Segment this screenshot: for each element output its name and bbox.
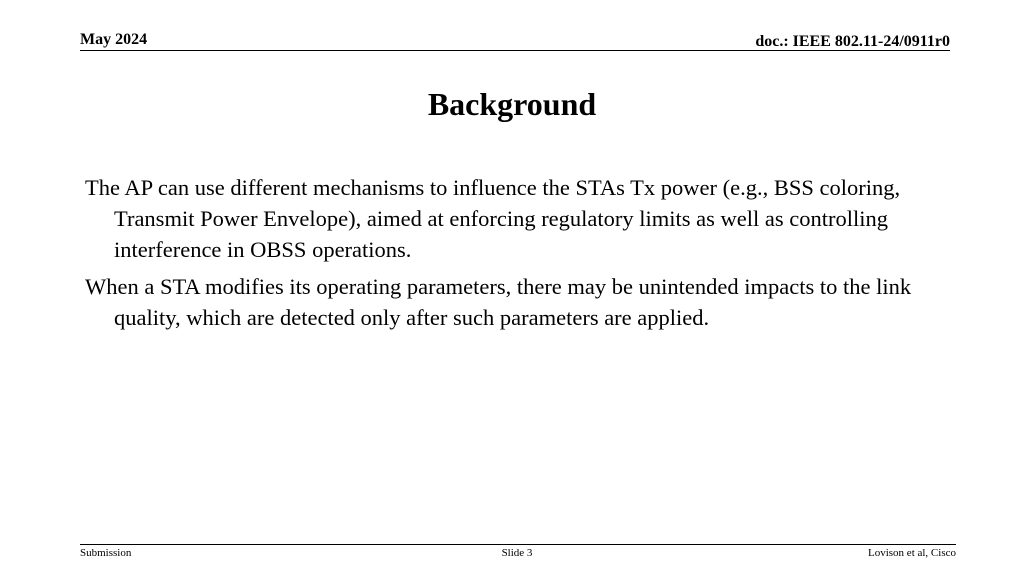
slide-body — [85, 172, 935, 339]
footer-slide-number: Slide 3 — [501, 547, 533, 559]
header-date: May 2024 — [80, 31, 148, 48]
footer-authors: Lovison et al, Cisco — [868, 547, 956, 559]
footer-submission: Submission — [80, 547, 132, 559]
header-divider — [80, 50, 950, 51]
body-paragraph: When a STA modifies its operating parameters, there may be unintended impacts to the link quality, which are detected only after such parameters are applied. — [85, 274, 912, 330]
slide-title: Background — [427, 86, 597, 122]
footer-divider — [80, 544, 956, 545]
body-paragraph: The AP can use different mechanisms to influence the STAs Tx power (e.g., BSS coloring, Transmit Power Envelope), aimed at enforcing regulatory limits as well as controlling interference in OBSS operations. — [85, 175, 901, 262]
header-document-id: doc.: IEEE 802.11-24/0911r0 — [755, 33, 950, 50]
